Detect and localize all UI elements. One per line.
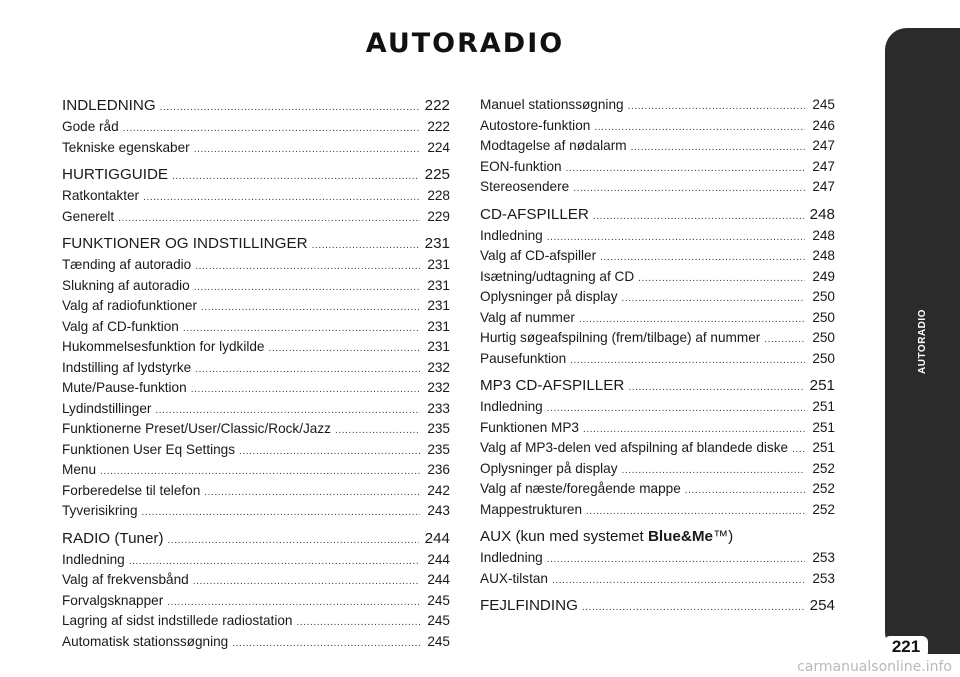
toc-entry	[62, 399, 450, 420]
toc-entry-label: Indledning	[480, 227, 543, 243]
toc-entry-label: Automatisk stationssøgning	[62, 633, 229, 649]
toc-entry-label: CD-AFSPILLER	[480, 205, 589, 223]
dot-leader	[628, 377, 803, 399]
toc-page-number: 228	[427, 188, 450, 203]
dot-leader	[167, 593, 420, 614]
toc-entry	[62, 591, 450, 612]
toc-entry-label: INDLEDNING	[62, 97, 156, 114]
dot-leader	[268, 339, 420, 360]
toc-entry-label: Valg af MP3-delen ved afspilning af blandede diske	[480, 440, 789, 455]
toc-page-number: 224	[427, 139, 450, 155]
toc-page-number: 232	[427, 359, 450, 375]
toc-entry-label: Tyverisikring	[62, 503, 138, 518]
section-tab-label: AUTORADIO	[917, 308, 928, 374]
toc-page-number: 235	[427, 421, 450, 436]
toc-entry-label: Oplysninger på display	[480, 289, 618, 304]
toc-entry	[480, 349, 835, 370]
toc-page-number: 253	[812, 570, 835, 586]
toc-entry	[62, 317, 450, 338]
dot-leader	[573, 179, 805, 200]
toc-entry-label: Indstilling af lydstyrke	[62, 359, 192, 375]
toc-entry	[62, 378, 450, 399]
page-number: 221	[884, 636, 928, 658]
dot-leader	[631, 138, 805, 159]
dot-leader	[792, 440, 805, 461]
toc-entry	[62, 440, 450, 461]
toc-page-number: 244	[427, 551, 450, 567]
toc-entry-label: Lagring af sidst indstillede radiostation	[62, 613, 293, 628]
toc-entry-label: Gode råd	[62, 119, 119, 134]
toc-entry-label: HURTIGGUIDE	[62, 166, 169, 183]
toc-page-number: 254	[809, 597, 835, 614]
toc-entry-label: Isætning/udtagning af CD	[480, 268, 635, 284]
dot-leader	[143, 188, 420, 209]
toc-entry-label: Hukommelsesfunktion for lydkilde	[62, 339, 265, 354]
toc-page-number: 231	[427, 298, 450, 313]
dot-leader	[168, 530, 419, 552]
toc-page-number: 247	[812, 179, 835, 194]
toc-section-heading	[480, 595, 835, 617]
toc-section-heading	[62, 528, 450, 550]
dot-leader	[583, 420, 805, 441]
toc-entry	[62, 255, 450, 276]
dot-leader	[547, 228, 805, 249]
toc-entry-label: FUNKTIONER OG INDSTILLINGER	[62, 235, 308, 252]
toc-entry-label: RADIO (Tuner)	[62, 529, 164, 547]
toc-entry	[62, 501, 450, 522]
toc-entry-label: Ratkontakter	[62, 188, 140, 203]
toc-entry	[480, 226, 835, 247]
dot-leader	[764, 330, 805, 351]
toc-page-number: 250	[812, 330, 835, 345]
toc-entry	[62, 550, 450, 571]
toc-section-heading	[62, 164, 450, 186]
toc-page-number: 236	[427, 462, 450, 477]
dot-leader	[129, 552, 420, 573]
toc-entry-label: Forberedelse til telefon	[62, 482, 201, 498]
dot-leader	[155, 401, 420, 422]
toc-entry	[480, 136, 835, 157]
toc-entry	[62, 460, 450, 481]
toc-page-number: 251	[812, 440, 835, 455]
dot-leader	[191, 380, 420, 401]
toc-page-number: 244	[424, 529, 450, 547]
dot-leader	[118, 209, 420, 230]
toc-page-number: 222	[424, 97, 450, 114]
dot-leader	[204, 483, 420, 504]
dot-leader	[552, 571, 805, 592]
toc-entry	[480, 95, 835, 116]
dot-leader	[183, 319, 420, 340]
toc-section-heading	[62, 95, 450, 117]
dot-leader	[232, 634, 420, 655]
toc-page-number: 232	[427, 380, 450, 395]
toc-entry	[480, 459, 835, 480]
toc-entry-label: Generelt	[62, 208, 115, 224]
dot-leader	[582, 597, 804, 619]
toc-entry	[480, 479, 835, 500]
toc-entry-label: Slukning af autoradio	[62, 277, 190, 293]
toc-entry	[62, 632, 450, 653]
dot-leader	[547, 399, 805, 420]
toc-entry	[480, 397, 835, 418]
toc-section-heading	[62, 233, 450, 255]
toc-page-number: 250	[812, 350, 835, 366]
toc-entry-label: Valg af frekvensbånd	[62, 572, 189, 587]
page-title: AUTORADIO	[365, 28, 565, 59]
dot-leader	[193, 572, 420, 593]
toc-entry	[62, 296, 450, 317]
dot-leader	[593, 206, 804, 228]
dot-leader	[685, 481, 805, 502]
toc-entry	[62, 570, 450, 591]
toc-entry-label: Oplysninger på display	[480, 460, 618, 476]
toc-entry	[480, 569, 835, 590]
toc-page-number: 249	[812, 268, 835, 284]
toc-entry-label: Indledning	[62, 551, 125, 567]
toc-section-heading	[480, 375, 835, 397]
toc-entry	[480, 116, 835, 137]
toc-page-number: 231	[427, 318, 450, 334]
toc-entry	[62, 358, 450, 379]
toc-page-number: 247	[812, 158, 835, 174]
toc-page-number: 233	[427, 400, 450, 416]
toc-page-number: 252	[812, 460, 835, 476]
watermark: carmanualsonline.info	[797, 659, 952, 675]
toc-page-number: 244	[427, 572, 450, 587]
toc-page-number: 231	[427, 257, 450, 272]
toc-entry-label: Menu	[62, 462, 97, 477]
toc-entry-label: Tænding af autoradio	[62, 257, 192, 272]
toc-page-number: 229	[427, 208, 450, 224]
toc-entry-label: Indledning	[480, 399, 543, 414]
toc-entry	[480, 548, 835, 569]
toc-entry-label: Valg af nummer	[480, 309, 575, 325]
dot-leader	[628, 97, 805, 118]
dot-leader	[194, 140, 420, 161]
toc-page-number: 251	[812, 399, 835, 414]
toc-entry	[480, 500, 835, 521]
toc-entry-label: Valg af radiofunktioner	[62, 298, 198, 313]
dot-leader	[296, 613, 420, 634]
toc-page-number: 245	[427, 592, 450, 608]
toc-page-number: 251	[809, 377, 835, 394]
toc-entry-label: Valg af CD-funktion	[62, 318, 179, 334]
toc-entry-label: Tekniske egenskaber	[62, 139, 190, 155]
toc-entry-label: Funktionen MP3	[480, 419, 579, 435]
toc-entry-label: Lydindstillinger	[62, 400, 152, 416]
toc-section-heading	[480, 526, 835, 548]
toc-page-number: 250	[812, 309, 835, 325]
dot-leader	[600, 248, 805, 269]
toc-page-number: 247	[812, 138, 835, 153]
toc-page-number: 225	[424, 166, 450, 183]
toc-page-number: 248	[809, 205, 835, 223]
toc-page-number: 250	[812, 289, 835, 304]
toc-entry-label: Hurtig søgeafspilning (frem/tilbage) af nummer	[480, 330, 761, 345]
toc-entry	[480, 157, 835, 178]
toc-entry	[62, 276, 450, 297]
toc-entry-label: Mappestrukturen	[480, 501, 583, 517]
toc-right-column	[480, 95, 835, 617]
dot-leader	[566, 159, 805, 180]
toc-entry-label: Valg af CD-afspiller	[480, 248, 597, 263]
toc-entry-label: AUX-tilstan	[480, 570, 548, 586]
dot-leader	[622, 289, 805, 310]
dot-leader	[586, 502, 805, 523]
toc-entry	[480, 438, 835, 459]
toc-entry-label: Pausefunktion	[480, 350, 567, 366]
toc-entry-label: Funktionen User Eq Settings	[62, 441, 236, 457]
dot-leader	[195, 360, 420, 381]
toc-page-number: 231	[424, 235, 450, 252]
dot-leader	[622, 461, 805, 482]
toc-entry-label: Manuel stationssøgning	[480, 97, 624, 112]
toc-page-number: 248	[812, 227, 835, 243]
toc-entry	[480, 267, 835, 288]
dot-leader	[335, 421, 420, 442]
toc-page-number: 252	[812, 501, 835, 517]
toc-page-number: 253	[812, 550, 835, 565]
toc-entry	[62, 419, 450, 440]
dot-leader	[142, 503, 420, 524]
dot-leader	[547, 550, 805, 571]
toc-page-number: 245	[427, 633, 450, 649]
toc-entry-label: EON-funktion	[480, 158, 562, 174]
toc-entry-label: Stereosendere	[480, 179, 570, 194]
toc-entry-label: AUX (kun med systemet Blue&Me™)	[480, 528, 734, 545]
toc-entry	[62, 337, 450, 358]
section-tab	[885, 28, 960, 654]
toc-left-column	[62, 95, 450, 652]
toc-page-number: 251	[812, 419, 835, 435]
toc-entry	[480, 177, 835, 198]
toc-section-heading	[480, 204, 835, 226]
toc-entry	[62, 207, 450, 228]
toc-page-number: 245	[427, 613, 450, 628]
dot-leader	[201, 298, 420, 319]
toc-entry-label: Funktionerne Preset/User/Classic/Rock/Jazz	[62, 421, 331, 436]
toc-entry-label: Valg af næste/foregående mappe	[480, 481, 681, 496]
dot-leader	[123, 119, 420, 140]
dot-leader	[570, 351, 805, 372]
dot-leader	[172, 166, 419, 188]
toc-page-number: 222	[427, 119, 450, 134]
toc-page-number: 245	[812, 97, 835, 112]
toc-entry	[62, 186, 450, 207]
toc-entry-label: Autostore-funktion	[480, 117, 591, 133]
toc-entry	[480, 418, 835, 439]
toc-entry	[480, 246, 835, 267]
dot-leader	[100, 462, 420, 483]
dot-leader	[579, 310, 805, 331]
toc-entry	[62, 117, 450, 138]
toc-page-number: 235	[427, 441, 450, 457]
dot-leader	[195, 257, 420, 278]
toc-entry	[62, 481, 450, 502]
toc-entry-label: FEJLFINDING	[480, 597, 578, 614]
toc-entry	[480, 287, 835, 308]
dot-leader	[638, 269, 805, 290]
toc-page-number: 246	[812, 117, 835, 133]
dot-leader	[594, 118, 805, 139]
toc-page-number: 243	[427, 503, 450, 518]
toc-page-number: 242	[427, 482, 450, 498]
dot-leader	[239, 442, 420, 463]
toc-entry	[480, 308, 835, 329]
toc-entry-label: Modtagelse af nødalarm	[480, 138, 627, 153]
toc-entry-label: Indledning	[480, 550, 543, 565]
dot-leader	[160, 97, 419, 119]
toc-entry-label: MP3 CD-AFSPILLER	[480, 377, 625, 394]
toc-page-number: 231	[427, 277, 450, 293]
dot-leader	[312, 235, 419, 257]
toc-page-number: 248	[812, 248, 835, 263]
toc-entry	[62, 138, 450, 159]
toc-entry-label: Mute/Pause-funktion	[62, 380, 187, 395]
dot-leader	[194, 278, 420, 299]
toc-page-number: 231	[427, 339, 450, 354]
toc-entry-label: Forvalgsknapper	[62, 592, 164, 608]
toc-entry	[62, 611, 450, 632]
toc-entry	[480, 328, 835, 349]
toc-page-number: 252	[812, 481, 835, 496]
